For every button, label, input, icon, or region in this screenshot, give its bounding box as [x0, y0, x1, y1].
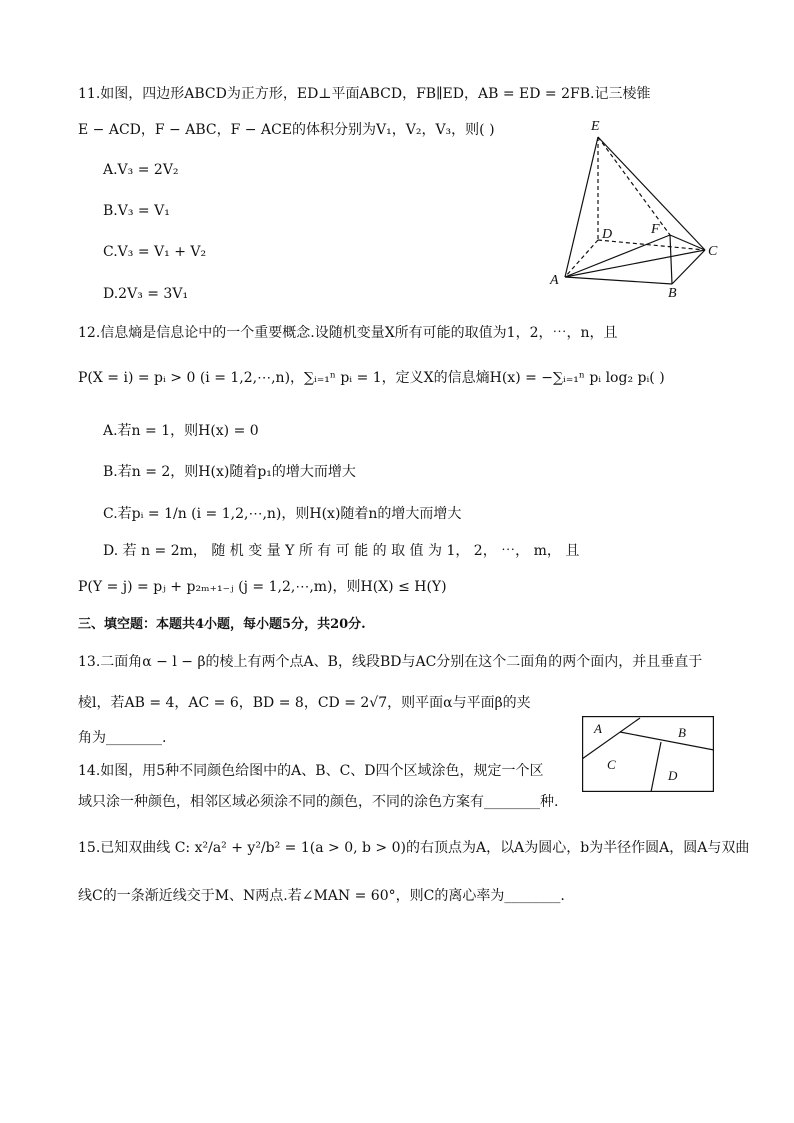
q11-line2: E − ACD，F − ABC，F − ACE的体积分别为V₁，V₂，V₃，则( ) [78, 122, 495, 138]
region-label-a: A [594, 721, 602, 736]
q13-line3: 角为________. [78, 730, 167, 746]
q12-option-d: D. 若 n = 2m， 随 机 变 量 Y 所 有 可 能 的 取 值 为 1， 2， ⋯， m， 且 [103, 543, 580, 559]
label-f: F [651, 222, 660, 237]
section-title: 三、填空题：本题共4小题，每小题5分，共20分. [78, 617, 366, 632]
q11-option-c: C.V₃ = V₁ + V₂ [103, 244, 207, 260]
q12-option-a: A.若n = 1，则H(x) = 0 [103, 423, 259, 439]
q11-option-d: D.2V₃ = 3V₁ [103, 286, 189, 302]
q13-line1: 13.二面角α − l − β的棱上有两个点A、B，线段BD与AC分别在这个二面角的两个面内，并且垂直于 [78, 654, 703, 670]
label-e: E [591, 119, 600, 134]
pyramid-figure [540, 112, 730, 302]
label-a: A [550, 273, 559, 288]
q12-option-d-line2: P(Y = j) = pⱼ + p₂ₘ₊₁₋ⱼ (j = 1,2,⋯,m)，则H(X) ≤ H(Y) [78, 579, 447, 595]
q13-line2: 棱l，若AB = 4，AC = 6，BD = 8，CD = 2√7，则平面α与平面β的夹 [78, 695, 531, 711]
q15-line2: 线C的一条渐近线交于M、N两点.若∠MAN = 60°，则C的离心率为________. [78, 888, 565, 904]
q12-option-b: B.若n = 2，则H(x)随着p₁的增大而增大 [103, 464, 356, 480]
label-c: C [708, 244, 718, 259]
region-figure [582, 716, 714, 792]
q12-line1: 12.信息熵是信息论中的一个重要概念.设随机变量X所有可能的取值为1，2，⋯，n，且 [78, 325, 618, 341]
q14-line1: 14.如图，用5种不同颜色给图中的A、B、C、D四个区域涂色，规定一个区 [78, 763, 544, 779]
q12-option-c: C.若pᵢ = 1/n (i = 1,2,⋯,n)，则H(x)随着n的增大而增大 [103, 506, 462, 522]
q12-line2: P(X = i) = pᵢ > 0 (i = 1,2,⋯,n)，∑ᵢ₌₁ⁿ pᵢ = 1，定义X的信息熵H(x) = −∑ᵢ₌₁ⁿ pᵢ log₂ pᵢ( ) [78, 370, 665, 386]
q15-line1: 15.已知双曲线 C: x²/a² + y²/b² = 1(a > 0, b > 0)的右顶点为A，以A为圆心，b为半径作圆A，圆A与双曲 [78, 840, 750, 856]
q11-line1: 11.如图，四边形ABCD为正方形，ED⊥平面ABCD，FB∥ED，AB = ED = 2FB.记三棱锥 [78, 86, 651, 102]
q11-option-a: A.V₃ = 2V₂ [103, 162, 179, 178]
label-d: D [602, 227, 613, 242]
q11-option-b: B.V₃ = V₁ [103, 203, 170, 219]
region-label-c: C [607, 757, 616, 772]
region-label-b: B [678, 725, 686, 740]
label-b: B [668, 286, 677, 301]
q14-line2: 域只涂一种颜色，相邻区域必须涂不同的颜色，不同的涂色方案有________种. [78, 794, 559, 810]
region-label-d: D [668, 768, 678, 783]
